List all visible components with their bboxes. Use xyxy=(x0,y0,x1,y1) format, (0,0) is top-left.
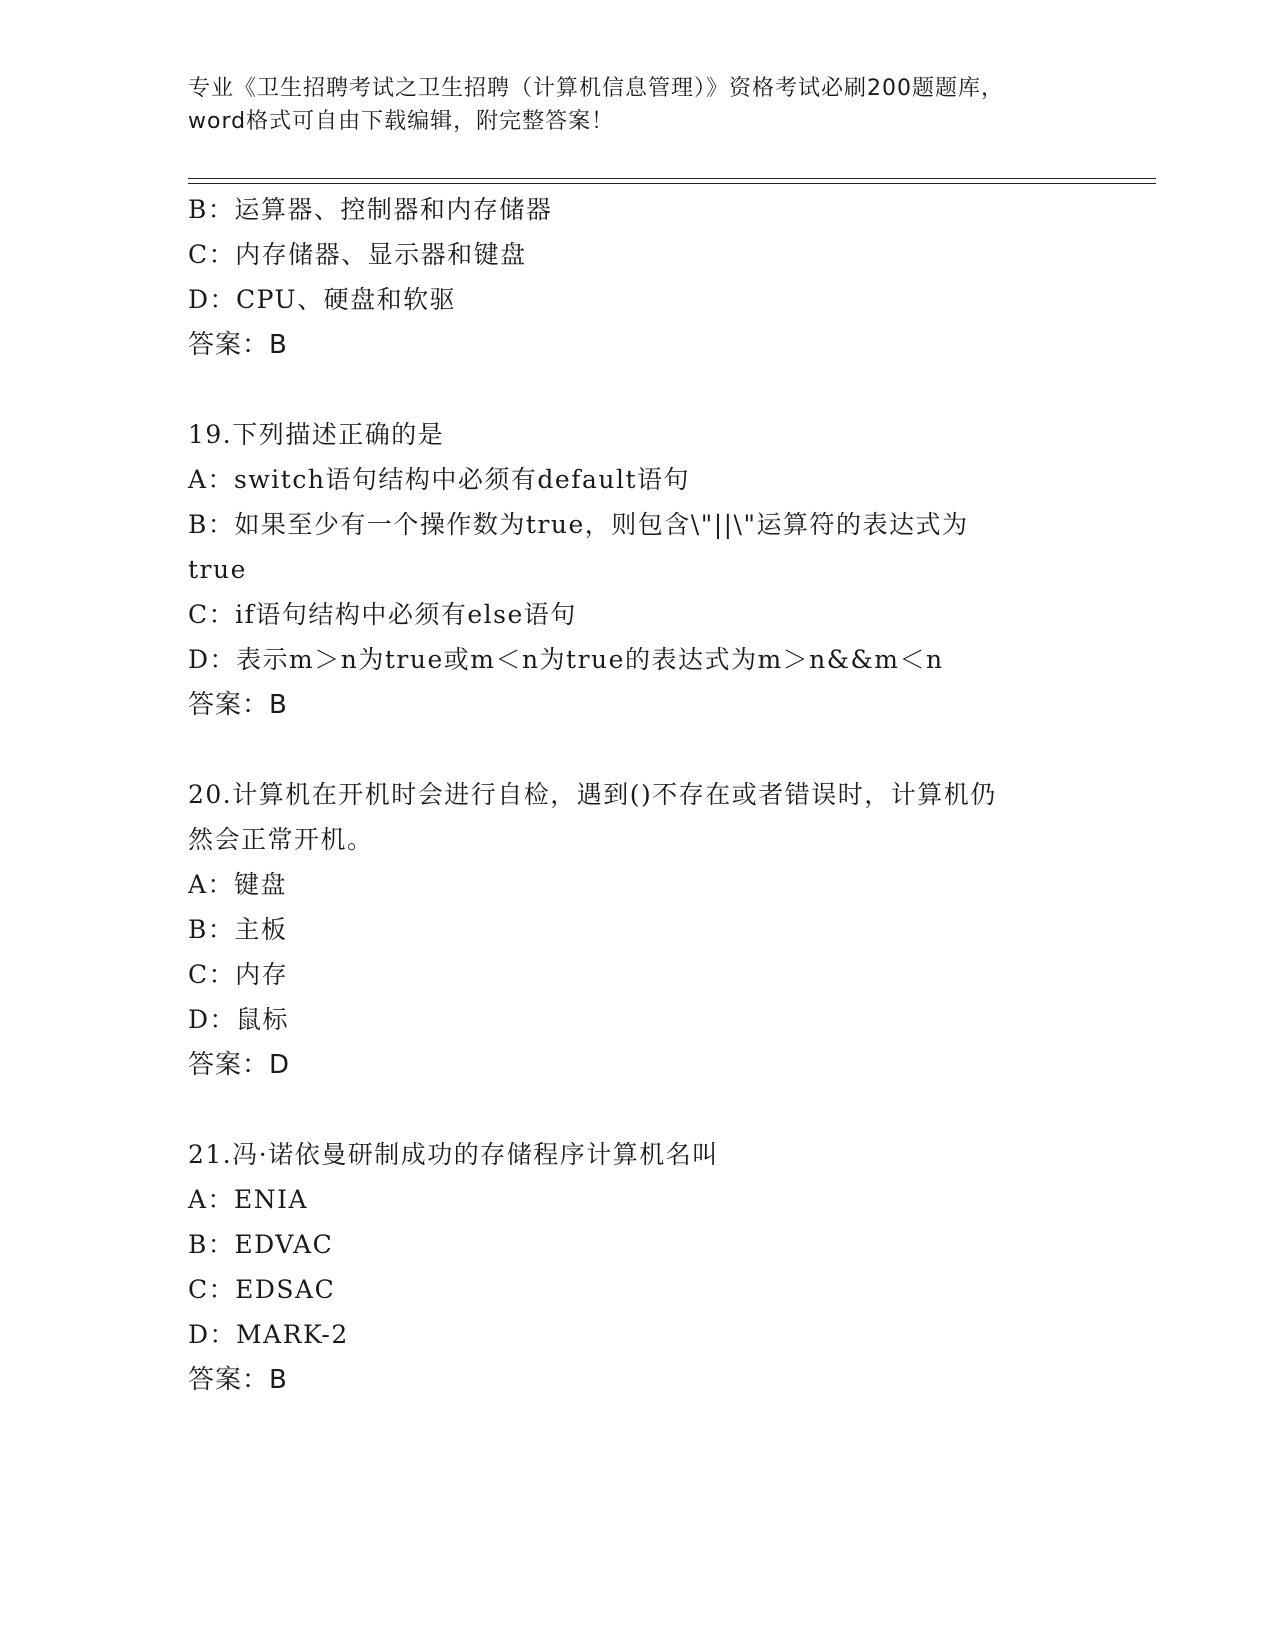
q19-option-b-line-1: B：如果至少有一个操作数为true，则包含\"||\"运算符的表达式为 xyxy=(188,510,969,539)
q21-option-a: A：ENIA xyxy=(188,1185,309,1214)
q21-question: 21.冯·诺依曼研制成功的存储程序计算机名叫 xyxy=(188,1140,719,1169)
q19-question: 19.下列描述正确的是 xyxy=(188,420,445,449)
q18-option-b: B：运算器、控制器和内存储器 xyxy=(188,195,553,224)
header-line-2: word格式可自由下载编辑，附完整答案！ xyxy=(188,109,615,134)
q20-option-d: D：鼠标 xyxy=(188,1005,290,1034)
q20-option-c: C：内存 xyxy=(188,960,289,989)
q20-question-line-1: 20.计算机在开机时会进行自检，遇到()不存在或者错误时，计算机仍 xyxy=(188,780,997,809)
q18-option-c: C：内存储器、显示器和键盘 xyxy=(188,240,527,269)
header-divider-top xyxy=(188,178,1156,179)
q20-option-b: B：主板 xyxy=(188,915,288,944)
q19-option-d: D：表示m＞n为true或m＜n为true的表达式为m＞n&&m＜n xyxy=(188,645,944,674)
header-divider-bottom xyxy=(188,183,1156,184)
document-header xyxy=(188,72,1088,138)
q19-option-c: C：if语句结构中必须有else语句 xyxy=(188,600,577,629)
q20-question-line-2: 然会正常开机。 xyxy=(188,825,374,854)
q19-answer: 答案：B xyxy=(188,690,288,720)
q21-option-d: D：MARK-2 xyxy=(188,1320,349,1349)
q18-answer: 答案：B xyxy=(188,330,288,360)
q21-answer: 答案：B xyxy=(188,1365,288,1395)
q21-option-b: B：EDVAC xyxy=(188,1230,334,1259)
q20-option-a: A：键盘 xyxy=(188,870,288,899)
q21-option-c: C：EDSAC xyxy=(188,1275,336,1304)
header-line-1: 专业《卫生招聘考试之卫生招聘（计算机信息管理）》资格考试必刷200题题库， xyxy=(188,76,1004,101)
q19-option-b-line-2: true xyxy=(188,555,247,584)
q20-answer: 答案：D xyxy=(188,1050,291,1080)
q19-option-a: A：switch语句结构中必须有default语句 xyxy=(188,465,691,494)
q18-option-d: D：CPU、硬盘和软驱 xyxy=(188,285,457,314)
